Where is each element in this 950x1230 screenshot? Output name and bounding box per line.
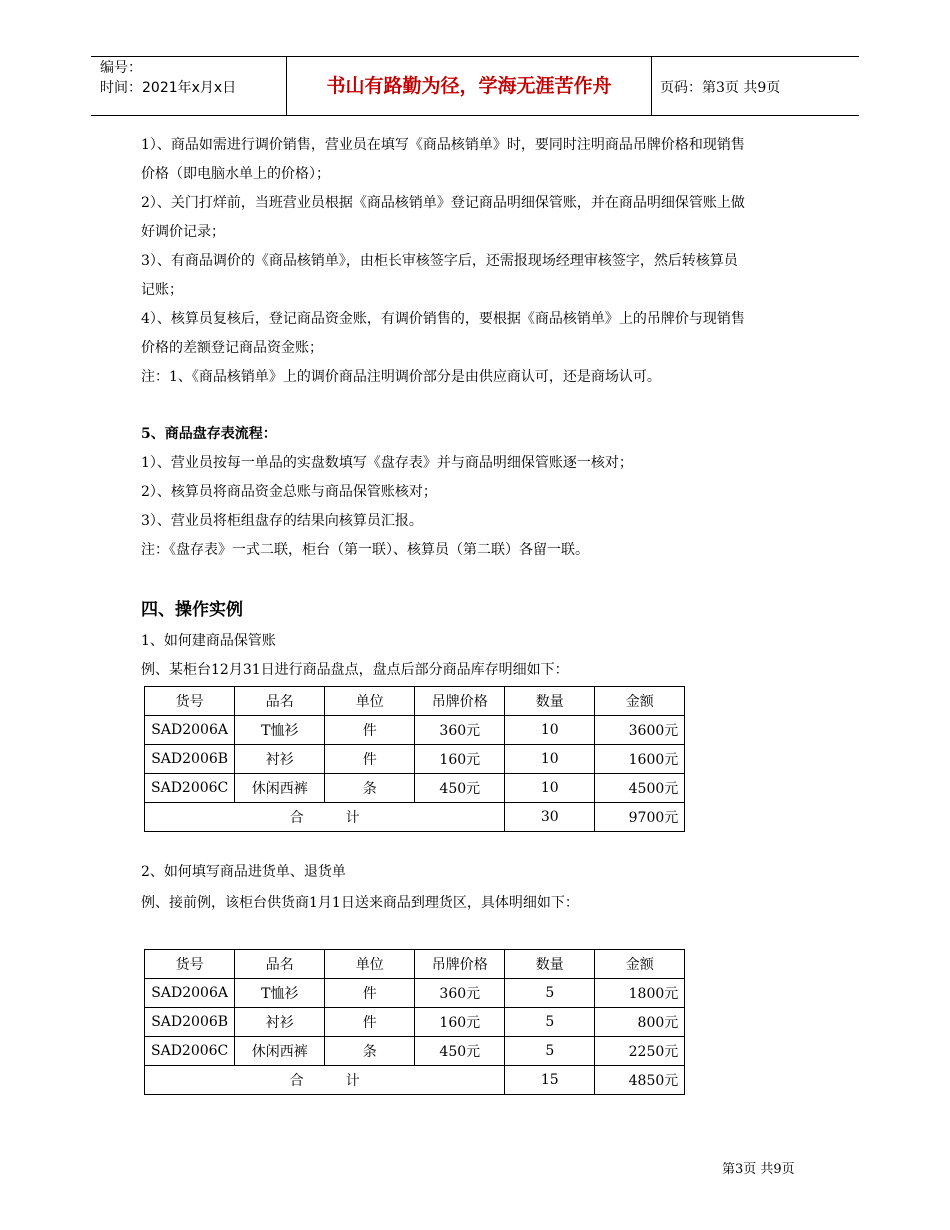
table-cell: SAD2006A xyxy=(145,716,235,745)
column-header: 金额 xyxy=(595,687,685,716)
table-cell: 10 xyxy=(505,774,595,803)
table-cell: 160元 xyxy=(415,745,505,774)
table-cell: 1600元 xyxy=(595,745,685,774)
table-header-row xyxy=(145,687,685,716)
column-header: 数量 xyxy=(505,687,595,716)
total-label: 合 计 xyxy=(145,1066,505,1095)
table-cell: 件 xyxy=(325,716,415,745)
column-header: 金额 xyxy=(595,950,685,979)
paragraph: 价格（即电脑水单上的价格）； xyxy=(141,166,330,182)
footer-page-number: 第3页 共9页 xyxy=(722,1162,795,1177)
column-header: 货号 xyxy=(145,687,235,716)
table-cell: SAD2006A xyxy=(145,979,235,1008)
table-cell: SAD2006B xyxy=(145,745,235,774)
total-label: 合 计 xyxy=(145,803,505,832)
table-cell: 4500元 xyxy=(595,774,685,803)
document-time-label: 时间：2021年x月x日 xyxy=(100,80,237,96)
table-cell: 5 xyxy=(505,1008,595,1037)
table-cell: 10 xyxy=(505,716,595,745)
list-item: 2）、核算员将商品资金总账与商品保管账核对； xyxy=(141,484,437,500)
table-row xyxy=(145,979,685,1008)
column-header: 品名 xyxy=(235,950,325,979)
table-cell: 休闲西裤 xyxy=(235,774,325,803)
chapter-heading: 四、操作实例 xyxy=(141,600,243,620)
paragraph: 2）、关门打烊前，当班营业员根据《商品核销单》登记商品明细保管账，并在商品明细保管账上做 xyxy=(141,195,745,211)
table-row xyxy=(145,716,685,745)
table-row xyxy=(145,745,685,774)
total-quantity: 15 xyxy=(505,1066,595,1095)
table-cell: 5 xyxy=(505,979,595,1008)
table-row xyxy=(145,1037,685,1066)
table-total-row xyxy=(145,803,685,832)
table-cell: SAD2006C xyxy=(145,1037,235,1066)
example-title: 2、如何填写商品进货单、退货单 xyxy=(141,864,346,880)
total-amount: 9700元 xyxy=(595,803,685,832)
table-cell: 衬衫 xyxy=(235,745,325,774)
list-item: 1）、营业员按每一单品的实盘数填写《盘存表》并与商品明细保管账逐一核对； xyxy=(141,455,633,471)
table-cell: 160元 xyxy=(415,1008,505,1037)
table-row xyxy=(145,1008,685,1037)
delivery-table xyxy=(144,949,685,1095)
header-top-rule xyxy=(91,56,859,57)
column-header: 单位 xyxy=(325,687,415,716)
table-cell: 450元 xyxy=(415,774,505,803)
note: 注：《盘存表》一式二联，柜台（第一联）、核算员（第二联）各留一联。 xyxy=(141,542,589,558)
table-cell: 衬衫 xyxy=(235,1008,325,1037)
inventory-table xyxy=(144,686,685,832)
paragraph: 3）、有商品调价的《商品核销单》，由柜长审核签字后，还需报现场经理审核签字，然后转核算员 xyxy=(141,253,738,269)
paragraph: 1）、商品如需进行调价销售，营业员在填写《商品核销单》时，要同时注明商品吊牌价格和现销售 xyxy=(141,137,745,153)
table-row xyxy=(145,774,685,803)
table-cell: T恤衫 xyxy=(235,979,325,1008)
column-header: 货号 xyxy=(145,950,235,979)
table-cell: 条 xyxy=(325,1037,415,1066)
header-bottom-rule xyxy=(91,115,859,116)
table-cell: 360元 xyxy=(415,716,505,745)
table-cell: 2250元 xyxy=(595,1037,685,1066)
paragraph: 价格的差额登记商品资金账； xyxy=(141,340,323,356)
table-cell: 件 xyxy=(325,745,415,774)
paragraph: 记账； xyxy=(141,282,183,298)
example-description: 例、某柜台12月31日进行商品盘点，盘点后部分商品库存明细如下： xyxy=(141,662,569,678)
list-item: 3）、营业员将柜组盘存的结果向核算员汇报。 xyxy=(141,513,423,529)
section-heading: 5、商品盘存表流程： xyxy=(141,426,277,442)
header-page-info: 页码：第3页 共9页 xyxy=(660,80,781,96)
column-header: 品名 xyxy=(235,687,325,716)
table-cell: T恤衫 xyxy=(235,716,325,745)
table-header-row xyxy=(145,950,685,979)
example-description: 例、接前例，该柜台供货商1月1日送来商品到理货区，具体明细如下： xyxy=(141,895,579,911)
table-cell: 800元 xyxy=(595,1008,685,1037)
table-total-row xyxy=(145,1066,685,1095)
table-cell: 3600元 xyxy=(595,716,685,745)
note: 注：1、《商品核销单》上的调价商品注明调价部分是由供应商认可，还是商场认可。 xyxy=(141,369,661,385)
column-header: 吊牌价格 xyxy=(415,687,505,716)
table-cell: 10 xyxy=(505,745,595,774)
table-cell: 条 xyxy=(325,774,415,803)
total-quantity: 30 xyxy=(505,803,595,832)
paragraph: 4）、核算员复核后，登记商品资金账，有调价销售的，要根据《商品核销单》上的吊牌价与现销售 xyxy=(141,311,745,327)
paragraph: 好调价记录； xyxy=(141,224,225,240)
table-cell: SAD2006B xyxy=(145,1008,235,1037)
table-cell: 件 xyxy=(325,1008,415,1037)
column-header: 数量 xyxy=(505,950,595,979)
table-cell: 5 xyxy=(505,1037,595,1066)
total-amount: 4850元 xyxy=(595,1066,685,1095)
header-meta xyxy=(100,58,236,98)
table-cell: 360元 xyxy=(415,979,505,1008)
example-title: 1、如何建商品保管账 xyxy=(141,633,276,649)
table-cell: 1800元 xyxy=(595,979,685,1008)
table-cell: SAD2006C xyxy=(145,774,235,803)
table-cell: 450元 xyxy=(415,1037,505,1066)
document-number-label: 编号： xyxy=(100,60,142,76)
table-cell: 件 xyxy=(325,979,415,1008)
column-header: 单位 xyxy=(325,950,415,979)
column-header: 吊牌价格 xyxy=(415,950,505,979)
table-cell: 休闲西裤 xyxy=(235,1037,325,1066)
header-divider xyxy=(651,57,652,115)
header-motto: 书山有路勤为径，学海无涯苦作舟 xyxy=(326,75,612,97)
